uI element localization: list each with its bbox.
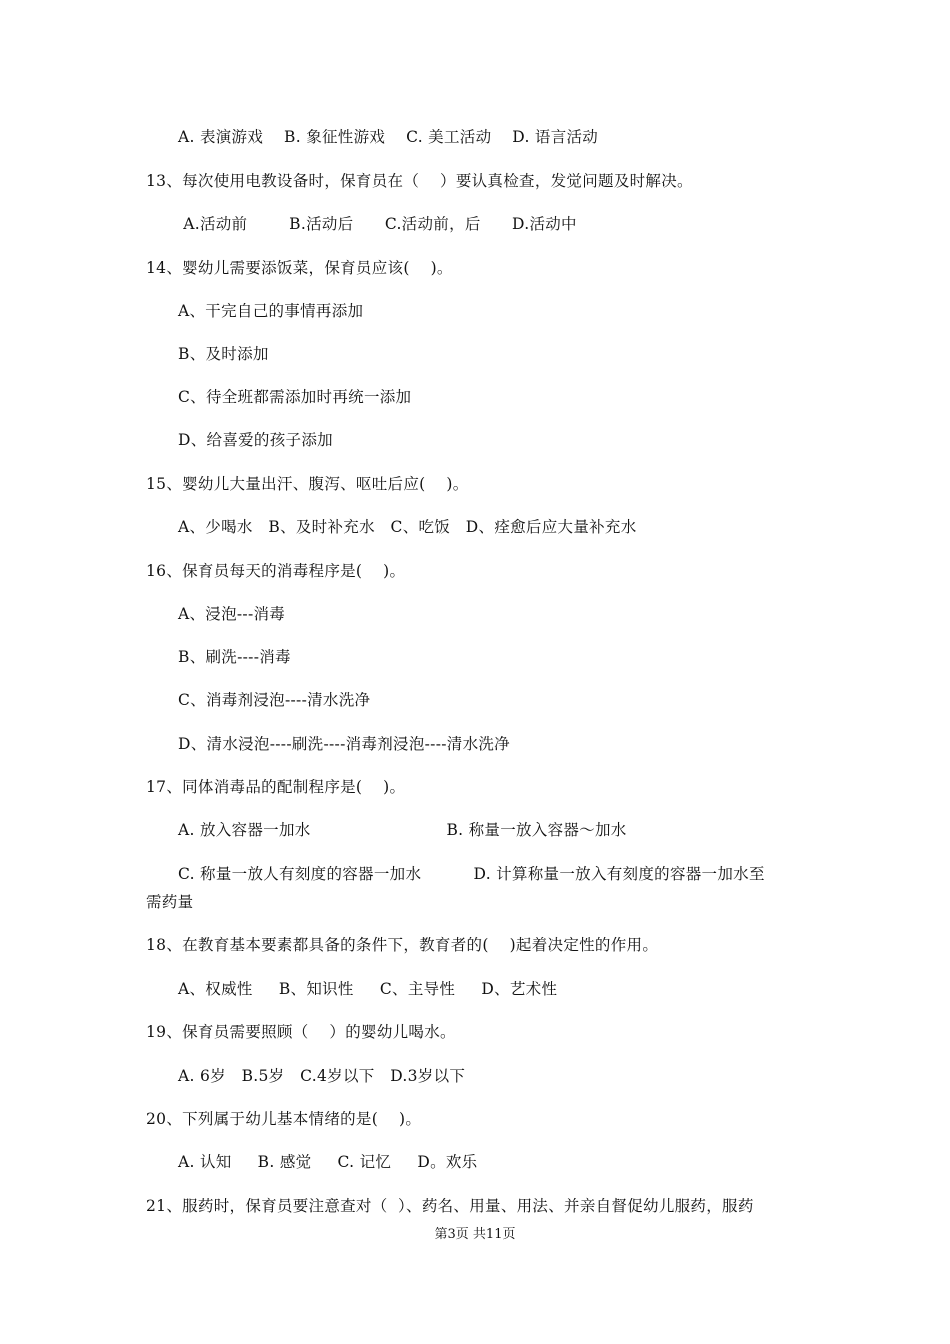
q20-options: A. 认知 B. 感觉 C. 记忆 D。欢乐 — [178, 1153, 478, 1171]
question-17: 17、同体消毒品的配制程序是( )。 — [146, 778, 406, 796]
question-16: 16、保育员每天的消毒程序是( )。 — [146, 562, 406, 580]
question-18: 18、在教育基本要素都具备的条件下，教育者的( )起着决定性的作用。 — [146, 936, 659, 954]
question-14: 14、婴幼儿需要添饭菜，保育员应该( )。 — [146, 259, 453, 277]
q17-options-cd: C. 称量一放人有刻度的容器一加水 D. 计算称量一放入有刻度的容器一加水至 — [178, 865, 765, 883]
q16-option-b: B、刷洗----消毒 — [178, 648, 291, 666]
page-number-footer: 第3页 共11页 — [434, 1227, 516, 1242]
q18-options: A、权威性 B、知识性 C、主导性 D、艺术性 — [178, 980, 558, 998]
q14-option-d: D、给喜爱的孩子添加 — [178, 431, 333, 449]
question-19: 19、保育员需要照顾（ ）的婴幼儿喝水。 — [146, 1023, 456, 1041]
q17-options-ab: A. 放入容器一加水 B. 称量一放入容器～加水 — [178, 821, 627, 839]
q19-options: A. 6岁 B.5岁 C.4岁以下 D.3岁以下 — [178, 1067, 466, 1085]
q16-option-c: C、消毒剂浸泡----清水洗净 — [178, 691, 371, 709]
q14-option-b: B、及时添加 — [178, 345, 269, 363]
q16-option-a: A、浸泡---消毒 — [178, 605, 286, 623]
q12-options: A. 表演游戏 B. 象征性游戏 C. 美工活动 D. 语言活动 — [178, 128, 599, 146]
q16-option-d: D、清水浸泡----刷洗----消毒剂浸泡----清水洗净 — [178, 735, 510, 753]
question-21: 21、服药时，保育员要注意查对（ ）、药名、用量、用法、并亲自督促幼儿服药，服药 — [146, 1197, 754, 1215]
q13-options: A.活动前 B.活动后 C.活动前，后 D.活动中 — [178, 215, 577, 233]
question-13: 13、每次使用电教设备时，保育员在（ ）要认真检查，发觉问题及时解决。 — [146, 172, 693, 190]
q14-option-c: C、待全班都需添加时再统一添加 — [178, 388, 412, 406]
q15-options: A、少喝水 B、及时补充水 C、吃饭 D、痊愈后应大量补充水 — [178, 518, 637, 536]
q17-option-d-continued: 需药量 — [146, 893, 194, 911]
q14-option-a: A、干完自己的事情再添加 — [178, 302, 364, 320]
question-20: 20、下列属于幼儿基本情绪的是( )。 — [146, 1110, 422, 1128]
question-15: 15、婴幼儿大量出汗、腹泻、呕吐后应( )。 — [146, 475, 469, 493]
